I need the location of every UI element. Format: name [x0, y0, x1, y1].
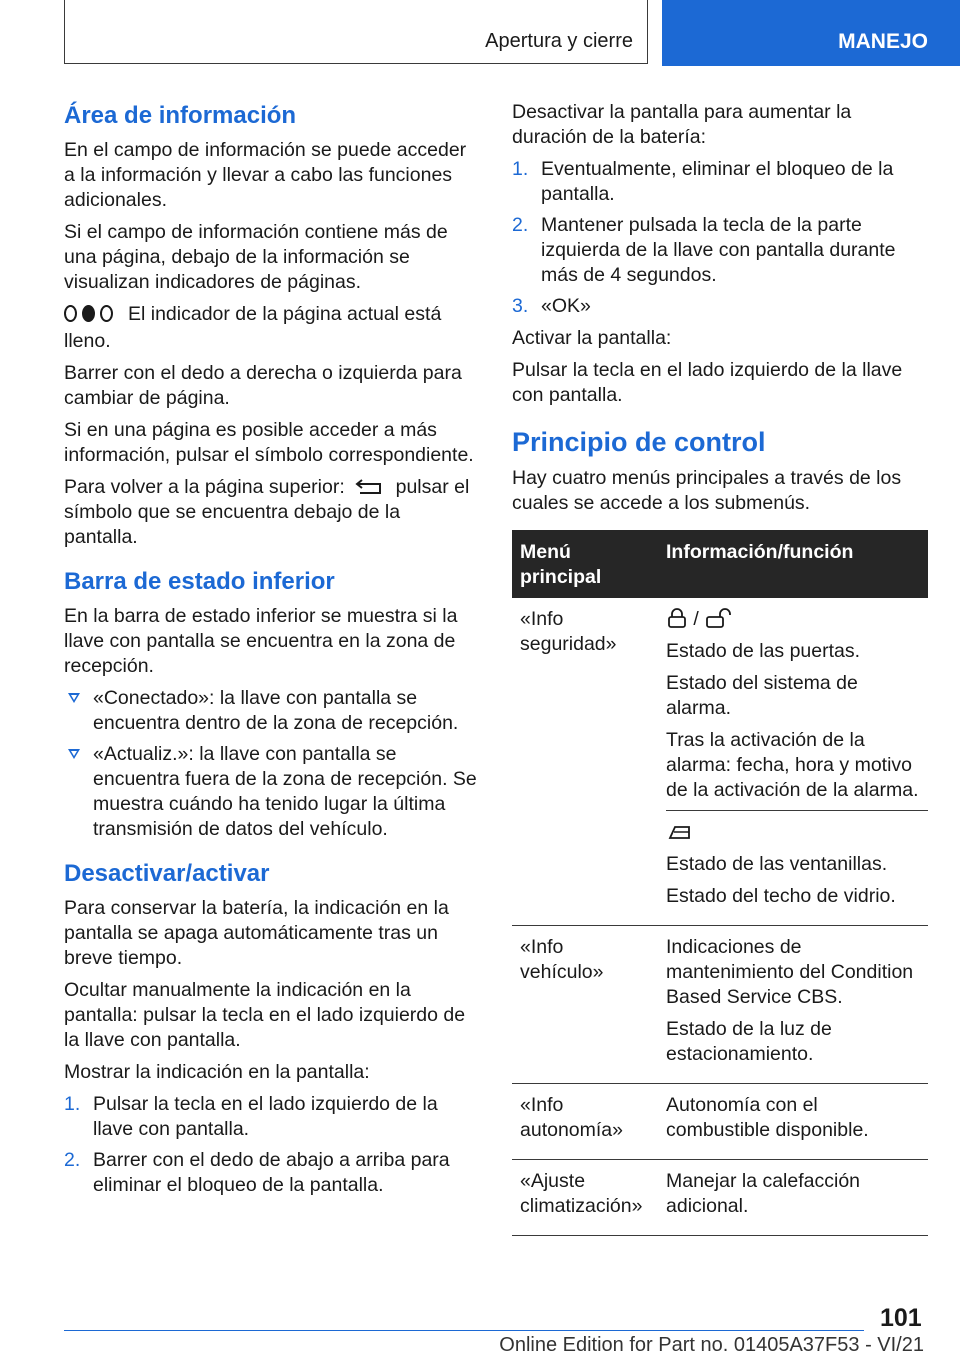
- list-item: [64, 742, 478, 842]
- table-row: [512, 598, 928, 926]
- step-number: 1.: [64, 1093, 81, 1115]
- left-column: [64, 100, 478, 1205]
- back-arrow-icon: [350, 477, 390, 497]
- step-text: «OK»: [541, 295, 591, 317]
- list-item: [512, 213, 930, 288]
- paragraph-page-indicator: [64, 302, 478, 354]
- list-item-text: «Conectado»: la llave con pantalla se encuentra dentro de la zona de recepción.: [93, 687, 459, 734]
- section-title-info-area: Área de información: [64, 102, 297, 129]
- paragraph: Si el campo de información contiene más de una página, debajo de la información se visualizan indicadores de páginas.: [64, 221, 448, 293]
- table-row: [512, 1160, 928, 1236]
- info-line: Indicaciones de mantenimiento del Condition Based Service CBS.: [666, 936, 914, 1008]
- footer-divider: [64, 1330, 864, 1331]
- paragraph: Hay cuatro menús principales a través de los cuales se accede a los submenús.: [512, 467, 902, 514]
- car-window-icon: [666, 820, 694, 842]
- step-text: Pulsar la tecla en el lado izquierdo de la llave con pantalla.: [93, 1093, 438, 1140]
- list-item: [64, 1148, 478, 1198]
- list-item: [512, 157, 930, 207]
- paragraph: Ocultar manualmente la indicación en la pantalla: pulsar la tecla en el lado izquierdo de la llave con pantalla.: [64, 979, 466, 1051]
- table-cell-menu: «Ajuste climatización»: [512, 1160, 658, 1236]
- paragraph: Para conservar la batería, la indicación en la pantalla se apaga automáticamente tras un breve tiempo.: [64, 897, 449, 969]
- triangle-bullet-icon: [68, 693, 80, 703]
- table-header-info: Información/función: [658, 530, 928, 598]
- step-number: 2.: [512, 214, 529, 236]
- info-line: Estado de las puertas.: [666, 640, 861, 662]
- paragraph: En el campo de información se puede acceder a la información y llevar a cabo las funciones adicionales.: [64, 139, 467, 211]
- list-item: [64, 686, 478, 736]
- list-item: [512, 294, 930, 319]
- inner-divider: [666, 810, 928, 811]
- table-header-menu: Menú principal: [512, 530, 658, 598]
- right-column: [512, 100, 930, 1236]
- page-indicator-text: El indicador de la página actual está lleno.: [64, 303, 442, 352]
- section-tab-label: Apertura y cierre: [485, 30, 633, 52]
- table-cell-info: [658, 598, 928, 926]
- back-text-a: Para volver a la página superior:: [64, 476, 345, 498]
- info-line: Manejar la calefacción adicional.: [666, 1170, 861, 1217]
- page-number: 101: [880, 1304, 922, 1332]
- deactivate-steps-list: [512, 157, 930, 319]
- menu-table: [512, 530, 928, 1236]
- info-line: Estado de las ventanillas.: [666, 853, 888, 875]
- paragraph-back: [64, 475, 478, 550]
- info-line: Estado del sistema de alarma.: [666, 672, 858, 719]
- paragraph: Pulsar la tecla en el lado izquierdo de la llave con pantalla.: [512, 359, 903, 406]
- chapter-tab: [662, 0, 960, 66]
- back-text-b: pulsar el símbolo que se encuentra debajo de la pantalla.: [64, 476, 470, 548]
- triangle-bullet-icon: [68, 749, 80, 759]
- step-text: Eventualmente, eliminar el bloqueo de la pantalla.: [541, 158, 894, 205]
- show-steps-list: [64, 1092, 478, 1198]
- table-cell-menu: «Info vehículo»: [512, 926, 658, 1084]
- info-line: Tras la activación de la alarma: fecha, hora y motivo de la activación de la alarma.: [666, 729, 919, 801]
- info-line: Estado de la luz de estacionamiento.: [666, 1018, 832, 1065]
- info-line: Autonomía con el combustible disponible.: [666, 1094, 869, 1141]
- table-cell-info: [658, 1084, 928, 1160]
- step-text: Barrer con el dedo de abajo a arriba para eliminar el bloqueo de la pantalla.: [93, 1149, 450, 1196]
- paragraph: Si en una página es posible acceder a más información, pulsar el símbolo correspondiente.: [64, 419, 474, 466]
- paragraph: Mostrar la indicación en la pantalla:: [64, 1061, 370, 1083]
- step-number: 3.: [512, 295, 529, 317]
- window-icon-line: [666, 820, 920, 845]
- table-cell-menu: «Info seguridad»: [512, 598, 658, 926]
- list-item: [64, 1092, 478, 1142]
- paragraph: Activar la pantalla:: [512, 327, 672, 349]
- table-cell-info: [658, 926, 928, 1084]
- section-title-control-principle: Principio de control: [512, 427, 766, 457]
- chapter-tab-label: MANEJO: [838, 30, 928, 53]
- footer-edition: Online Edition for Part no. 01405A37F53 - VI/21: [499, 1334, 924, 1356]
- table-cell-menu: «Info autonomía»: [512, 1084, 658, 1160]
- section-tab: [64, 0, 648, 64]
- paragraph: Desactivar la pantalla para aumentar la duración de la batería:: [512, 101, 852, 148]
- step-text: Mantener pulsada la tecla de la parte izquierda de la llave con pantalla durante más de 4 segundos.: [541, 214, 896, 286]
- section-title-status-bar: Barra de estado inferior: [64, 568, 335, 595]
- page-indicator-icon: [64, 304, 118, 329]
- icon-separator: /: [693, 608, 699, 630]
- step-number: 2.: [64, 1149, 81, 1171]
- list-item-text: «Actualiz.»: la llave con pantalla se encuentra fuera de la zona de recepción. Se muestra cuándo ha tenido lugar la última transmisión de datos del vehículo.: [93, 743, 477, 840]
- step-number: 1.: [512, 158, 529, 180]
- table-cell-info: [658, 1160, 928, 1236]
- table-row: [512, 926, 928, 1084]
- status-bullet-list: [64, 686, 478, 842]
- paragraph: En la barra de estado inferior se muestra si la llave con pantalla se encuentra en la zona de recepción.: [64, 605, 458, 677]
- paragraph: Barrer con el dedo a derecha o izquierda para cambiar de página.: [64, 362, 462, 409]
- lock-closed-icon: [666, 607, 688, 629]
- lock-open-icon: [704, 607, 732, 629]
- section-title-deactivate: Desactivar/activar: [64, 860, 270, 887]
- table-header-row: [512, 530, 928, 598]
- info-line: Estado del techo de vidrio.: [666, 885, 896, 907]
- door-icons-line: [666, 607, 920, 632]
- table-row: [512, 1084, 928, 1160]
